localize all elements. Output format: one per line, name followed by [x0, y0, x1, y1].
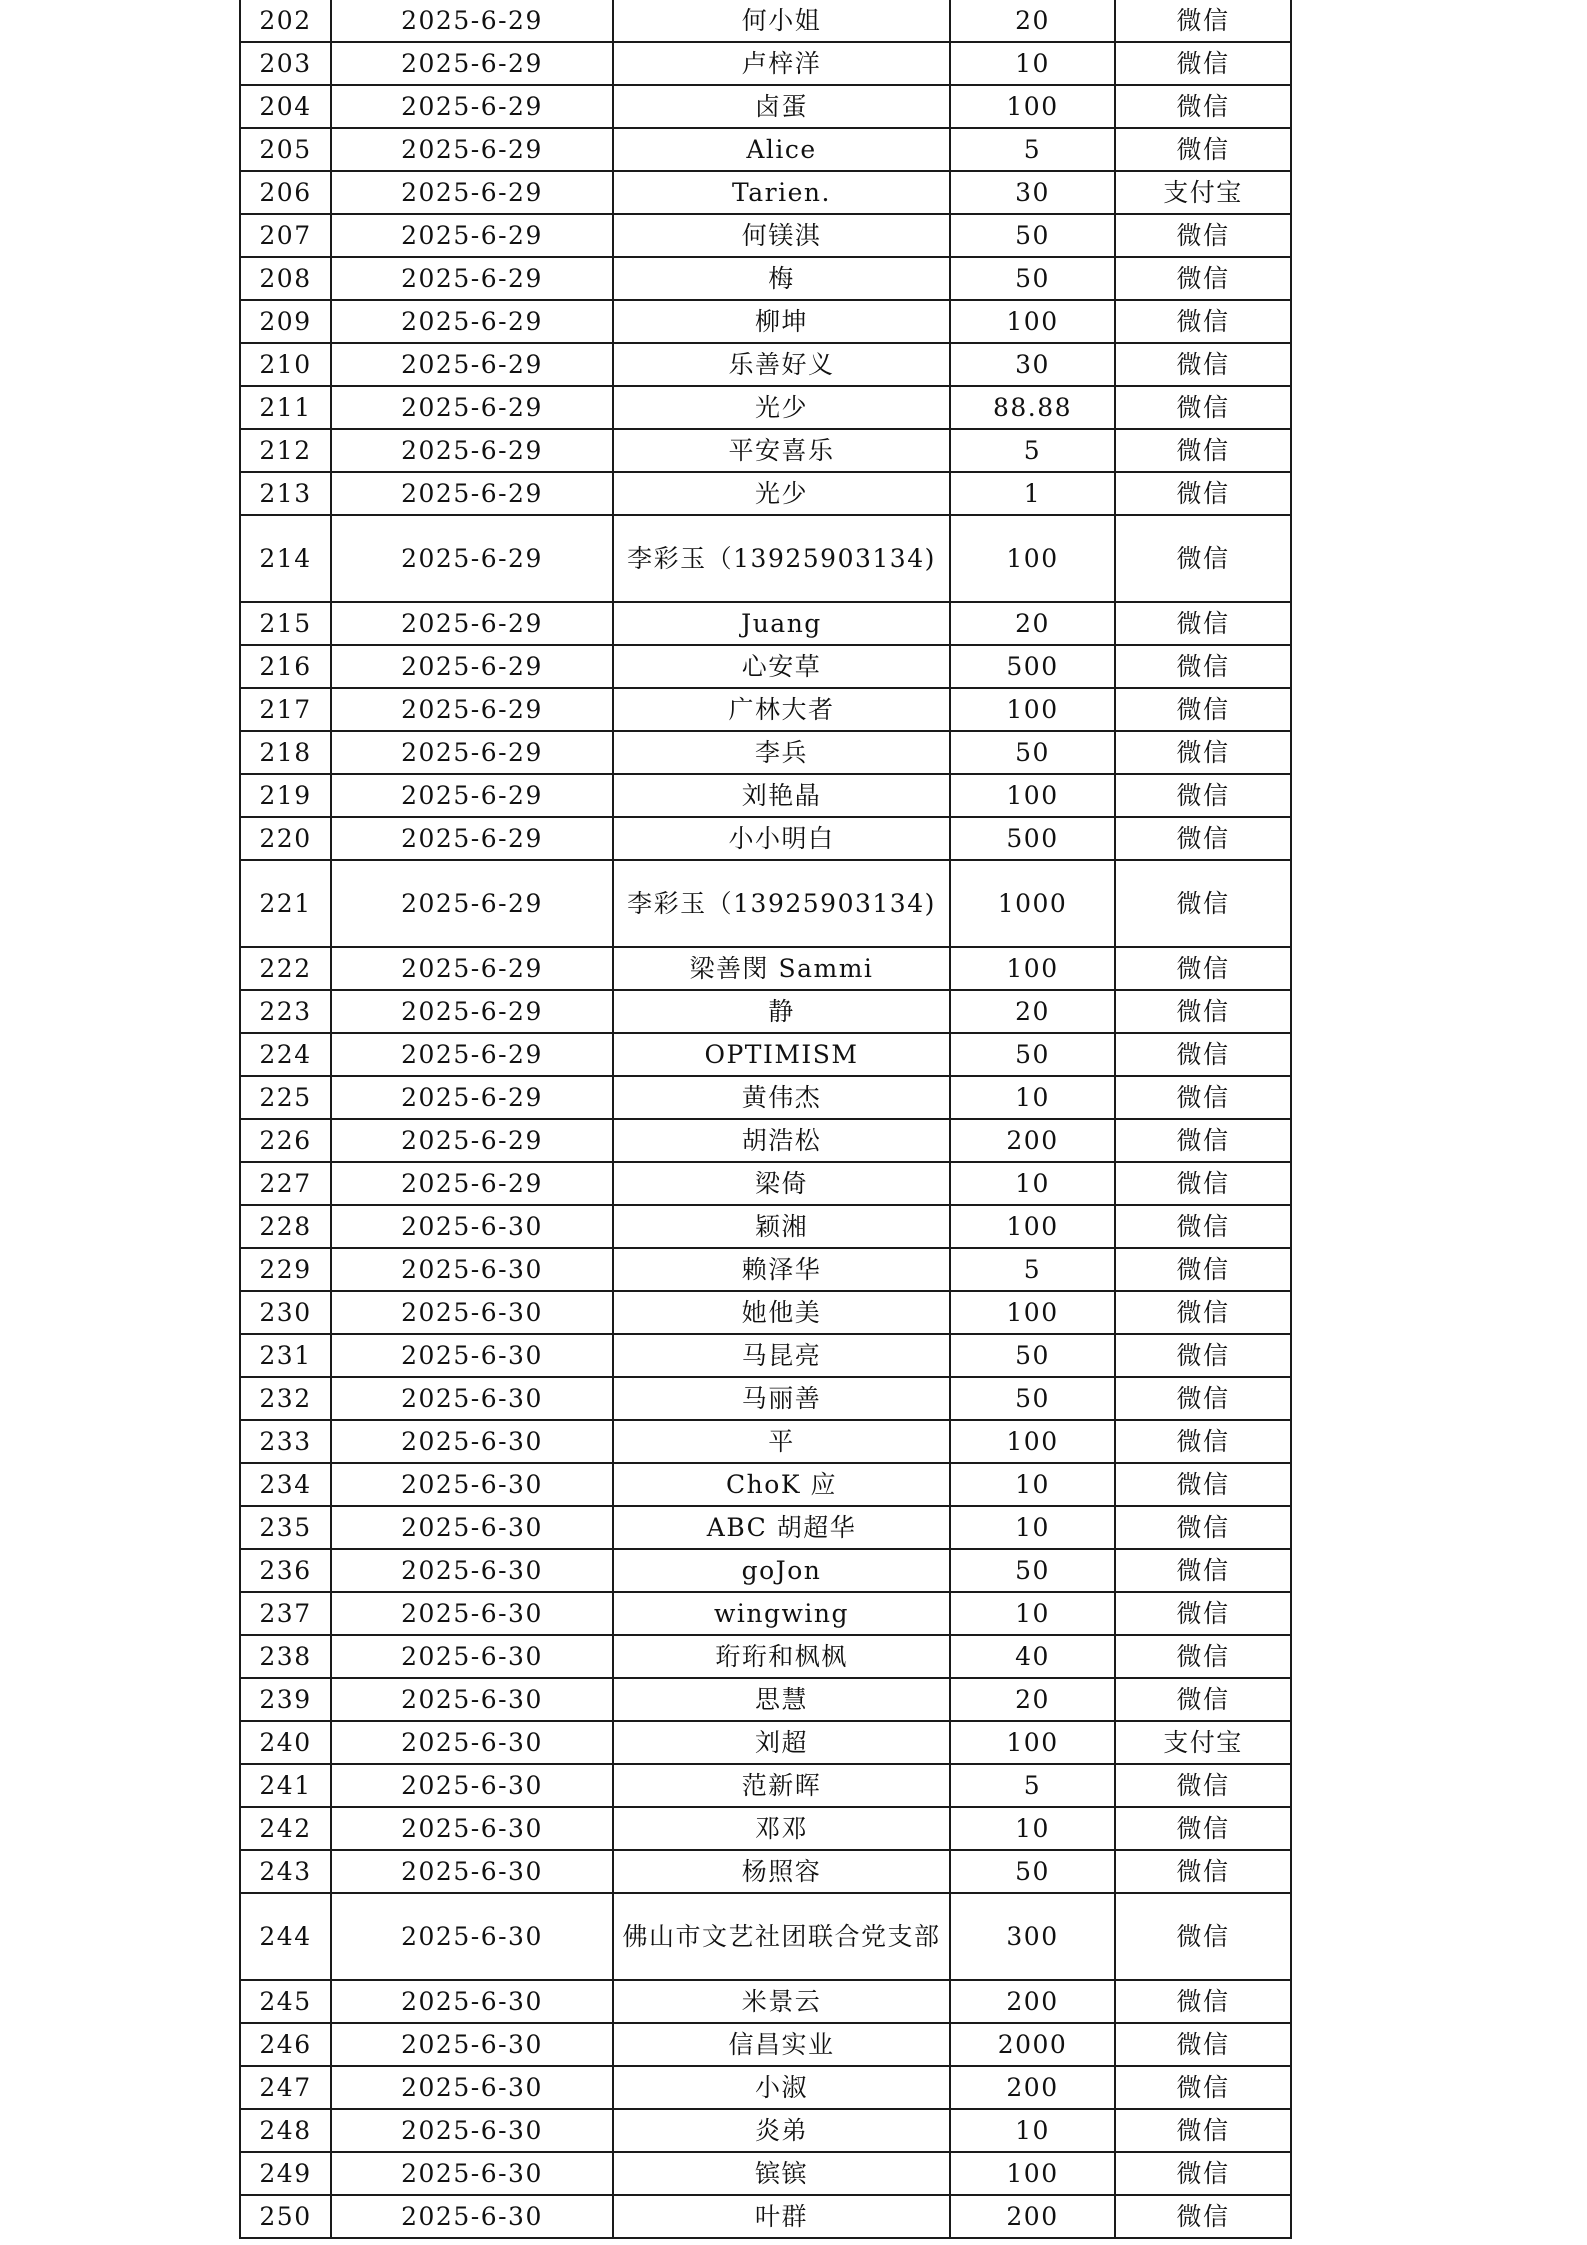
date-cell: 2025-6-29	[331, 128, 613, 171]
serial-number-cell: 244	[240, 1893, 331, 1980]
date-cell: 2025-6-30	[331, 1850, 613, 1893]
amount-cell: 10	[950, 1162, 1115, 1205]
payment-method-cell: 微信	[1115, 42, 1291, 85]
table-row	[240, 1678, 1291, 1721]
amount-cell: 50	[950, 1377, 1115, 1420]
payment-method-cell: 微信	[1115, 990, 1291, 1033]
donor-name-cell: 胡浩松	[613, 1119, 950, 1162]
serial-number-cell: 213	[240, 472, 331, 515]
serial-number-cell: 222	[240, 947, 331, 990]
donor-name-cell: 李兵	[613, 731, 950, 774]
amount-cell: 20	[950, 990, 1115, 1033]
date-cell: 2025-6-30	[331, 1893, 613, 1980]
donor-name-cell: 叶群	[613, 2195, 950, 2238]
date-cell: 2025-6-30	[331, 1205, 613, 1248]
date-cell: 2025-6-29	[331, 214, 613, 257]
table-row	[240, 947, 1291, 990]
payment-method-cell: 微信	[1115, 1291, 1291, 1334]
table-row	[240, 1119, 1291, 1162]
date-cell: 2025-6-29	[331, 42, 613, 85]
serial-number-cell: 227	[240, 1162, 331, 1205]
serial-number-cell: 204	[240, 85, 331, 128]
payment-method-cell: 微信	[1115, 0, 1291, 42]
payment-method-cell: 微信	[1115, 2066, 1291, 2109]
date-cell: 2025-6-29	[331, 257, 613, 300]
table-row	[240, 300, 1291, 343]
donor-name-cell: ABC 胡超华	[613, 1506, 950, 1549]
donor-name-cell: 心安草	[613, 645, 950, 688]
donor-name-cell: 思慧	[613, 1678, 950, 1721]
table-body	[240, 0, 1291, 2238]
serial-number-cell: 230	[240, 1291, 331, 1334]
date-cell: 2025-6-30	[331, 2023, 613, 2066]
donor-name-cell: 小淑	[613, 2066, 950, 2109]
donor-name-cell: 马昆亮	[613, 1334, 950, 1377]
amount-cell: 5	[950, 429, 1115, 472]
donor-name-cell: 静	[613, 990, 950, 1033]
date-cell: 2025-6-30	[331, 1980, 613, 2023]
table-row	[240, 1980, 1291, 2023]
amount-cell: 30	[950, 171, 1115, 214]
date-cell: 2025-6-30	[331, 1764, 613, 1807]
donor-name-cell: wingwing	[613, 1592, 950, 1635]
amount-cell: 10	[950, 1076, 1115, 1119]
table-row	[240, 2195, 1291, 2238]
donor-name-cell: 何镁淇	[613, 214, 950, 257]
table-row	[240, 214, 1291, 257]
payment-method-cell: 微信	[1115, 1205, 1291, 1248]
donor-name-cell: 邓邓	[613, 1807, 950, 1850]
date-cell: 2025-6-30	[331, 1463, 613, 1506]
amount-cell: 200	[950, 2195, 1115, 2238]
date-cell: 2025-6-29	[331, 1033, 613, 1076]
donor-name-cell: 广林大者	[613, 688, 950, 731]
payment-method-cell: 微信	[1115, 85, 1291, 128]
donor-name-cell: 珩珩和枫枫	[613, 1635, 950, 1678]
table-row	[240, 85, 1291, 128]
serial-number-cell: 232	[240, 1377, 331, 1420]
serial-number-cell: 243	[240, 1850, 331, 1893]
date-cell: 2025-6-29	[331, 688, 613, 731]
serial-number-cell: 216	[240, 645, 331, 688]
payment-method-cell: 微信	[1115, 1420, 1291, 1463]
amount-cell: 100	[950, 300, 1115, 343]
serial-number-cell: 219	[240, 774, 331, 817]
amount-cell: 50	[950, 1334, 1115, 1377]
date-cell: 2025-6-30	[331, 2195, 613, 2238]
date-cell: 2025-6-29	[331, 343, 613, 386]
table-row	[240, 2109, 1291, 2152]
serial-number-cell: 234	[240, 1463, 331, 1506]
donor-name-cell: 柳坤	[613, 300, 950, 343]
donor-name-cell: 乐善好义	[613, 343, 950, 386]
amount-cell: 100	[950, 515, 1115, 602]
amount-cell: 500	[950, 645, 1115, 688]
date-cell: 2025-6-30	[331, 1291, 613, 1334]
amount-cell: 50	[950, 731, 1115, 774]
serial-number-cell: 214	[240, 515, 331, 602]
donor-name-cell: 佛山市文艺社团联合党支部	[613, 1893, 950, 1980]
table-row	[240, 2152, 1291, 2195]
table-row	[240, 1850, 1291, 1893]
donor-name-cell: 信昌实业	[613, 2023, 950, 2066]
table-row	[240, 128, 1291, 171]
payment-method-cell: 微信	[1115, 1076, 1291, 1119]
payment-method-cell: 微信	[1115, 300, 1291, 343]
table-row	[240, 1420, 1291, 1463]
date-cell: 2025-6-29	[331, 472, 613, 515]
payment-method-cell: 微信	[1115, 1248, 1291, 1291]
serial-number-cell: 220	[240, 817, 331, 860]
donor-name-cell: 炎弟	[613, 2109, 950, 2152]
donor-name-cell: 梁倚	[613, 1162, 950, 1205]
amount-cell: 10	[950, 2109, 1115, 2152]
serial-number-cell: 240	[240, 1721, 331, 1764]
payment-method-cell: 微信	[1115, 1807, 1291, 1850]
serial-number-cell: 217	[240, 688, 331, 731]
payment-method-cell: 微信	[1115, 1162, 1291, 1205]
payment-method-cell: 微信	[1115, 257, 1291, 300]
donor-name-cell: 她他美	[613, 1291, 950, 1334]
donor-name-cell: 平	[613, 1420, 950, 1463]
payment-method-cell: 微信	[1115, 343, 1291, 386]
table-row	[240, 1033, 1291, 1076]
table-row	[240, 774, 1291, 817]
table-row	[240, 645, 1291, 688]
amount-cell: 50	[950, 257, 1115, 300]
serial-number-cell: 221	[240, 860, 331, 947]
payment-method-cell: 微信	[1115, 2152, 1291, 2195]
date-cell: 2025-6-30	[331, 2152, 613, 2195]
date-cell: 2025-6-30	[331, 1506, 613, 1549]
table-row	[240, 429, 1291, 472]
date-cell: 2025-6-29	[331, 990, 613, 1033]
amount-cell: 100	[950, 947, 1115, 990]
amount-cell: 200	[950, 1980, 1115, 2023]
amount-cell: 100	[950, 688, 1115, 731]
amount-cell: 500	[950, 817, 1115, 860]
payment-method-cell: 微信	[1115, 1334, 1291, 1377]
amount-cell: 100	[950, 1420, 1115, 1463]
amount-cell: 40	[950, 1635, 1115, 1678]
table-row	[240, 515, 1291, 602]
amount-cell: 20	[950, 1678, 1115, 1721]
donor-name-cell: 赖泽华	[613, 1248, 950, 1291]
serial-number-cell: 229	[240, 1248, 331, 1291]
serial-number-cell: 233	[240, 1420, 331, 1463]
donor-name-cell: 李彩玉（13925903134)	[613, 515, 950, 602]
donor-name-cell: 刘艳晶	[613, 774, 950, 817]
table-row	[240, 1764, 1291, 1807]
serial-number-cell: 242	[240, 1807, 331, 1850]
serial-number-cell: 212	[240, 429, 331, 472]
table-row	[240, 1162, 1291, 1205]
table-row	[240, 1506, 1291, 1549]
payment-method-cell: 微信	[1115, 1033, 1291, 1076]
payment-method-cell: 微信	[1115, 688, 1291, 731]
serial-number-cell: 247	[240, 2066, 331, 2109]
payment-method-cell: 微信	[1115, 947, 1291, 990]
table-row	[240, 1635, 1291, 1678]
donor-name-cell: 光少	[613, 386, 950, 429]
payment-method-cell: 微信	[1115, 731, 1291, 774]
payment-method-cell: 微信	[1115, 1463, 1291, 1506]
date-cell: 2025-6-29	[331, 1076, 613, 1119]
date-cell: 2025-6-30	[331, 1377, 613, 1420]
serial-number-cell: 209	[240, 300, 331, 343]
donor-name-cell: 卤蛋	[613, 85, 950, 128]
amount-cell: 5	[950, 1764, 1115, 1807]
payment-method-cell: 微信	[1115, 472, 1291, 515]
table-row	[240, 1377, 1291, 1420]
payment-method-cell: 微信	[1115, 2109, 1291, 2152]
amount-cell: 20	[950, 602, 1115, 645]
amount-cell: 30	[950, 343, 1115, 386]
amount-cell: 50	[950, 1549, 1115, 1592]
date-cell: 2025-6-29	[331, 300, 613, 343]
table-row	[240, 1248, 1291, 1291]
table-row	[240, 1549, 1291, 1592]
amount-cell: 200	[950, 2066, 1115, 2109]
amount-cell: 300	[950, 1893, 1115, 1980]
serial-number-cell: 205	[240, 128, 331, 171]
table-row	[240, 171, 1291, 214]
table-row	[240, 1334, 1291, 1377]
date-cell: 2025-6-30	[331, 1678, 613, 1721]
donor-name-cell: 刘超	[613, 1721, 950, 1764]
amount-cell: 1	[950, 472, 1115, 515]
donor-name-cell: ChoK 应	[613, 1463, 950, 1506]
table-row	[240, 731, 1291, 774]
payment-method-cell: 微信	[1115, 1635, 1291, 1678]
payment-method-cell: 微信	[1115, 1764, 1291, 1807]
donor-name-cell: 镔镔	[613, 2152, 950, 2195]
donor-name-cell: 米景云	[613, 1980, 950, 2023]
serial-number-cell: 237	[240, 1592, 331, 1635]
table-row	[240, 343, 1291, 386]
date-cell: 2025-6-29	[331, 774, 613, 817]
date-cell: 2025-6-29	[331, 515, 613, 602]
serial-number-cell: 235	[240, 1506, 331, 1549]
serial-number-cell: 236	[240, 1549, 331, 1592]
serial-number-cell: 248	[240, 2109, 331, 2152]
donor-name-cell: 颖湘	[613, 1205, 950, 1248]
amount-cell: 100	[950, 85, 1115, 128]
payment-method-cell: 微信	[1115, 1592, 1291, 1635]
date-cell: 2025-6-30	[331, 2066, 613, 2109]
table-row	[240, 2023, 1291, 2066]
amount-cell: 88.88	[950, 386, 1115, 429]
payment-method-cell: 微信	[1115, 128, 1291, 171]
table-row	[240, 1463, 1291, 1506]
payment-method-cell: 微信	[1115, 1119, 1291, 1162]
payment-method-cell: 微信	[1115, 817, 1291, 860]
serial-number-cell: 206	[240, 171, 331, 214]
payment-method-cell: 微信	[1115, 1506, 1291, 1549]
serial-number-cell: 250	[240, 2195, 331, 2238]
donor-name-cell: 梁善閔 Sammi	[613, 947, 950, 990]
date-cell: 2025-6-29	[331, 817, 613, 860]
donor-name-cell: 小小明白	[613, 817, 950, 860]
donor-name-cell: Tarien.	[613, 171, 950, 214]
amount-cell: 10	[950, 42, 1115, 85]
donor-name-cell: 马丽善	[613, 1377, 950, 1420]
serial-number-cell: 228	[240, 1205, 331, 1248]
payment-method-cell: 微信	[1115, 1980, 1291, 2023]
amount-cell: 20	[950, 0, 1115, 42]
table-row	[240, 1721, 1291, 1764]
table-row	[240, 42, 1291, 85]
serial-number-cell: 207	[240, 214, 331, 257]
amount-cell: 10	[950, 1506, 1115, 1549]
payment-method-cell: 微信	[1115, 1850, 1291, 1893]
amount-cell: 50	[950, 1850, 1115, 1893]
table-row	[240, 1807, 1291, 1850]
table-row	[240, 860, 1291, 947]
date-cell: 2025-6-29	[331, 860, 613, 947]
donor-name-cell: 杨照容	[613, 1850, 950, 1893]
date-cell: 2025-6-29	[331, 171, 613, 214]
date-cell: 2025-6-30	[331, 1334, 613, 1377]
date-cell: 2025-6-30	[331, 1549, 613, 1592]
date-cell: 2025-6-29	[331, 0, 613, 42]
payment-method-cell: 支付宝	[1115, 171, 1291, 214]
table-row	[240, 472, 1291, 515]
donor-name-cell: 平安喜乐	[613, 429, 950, 472]
donor-name-cell: goJon	[613, 1549, 950, 1592]
amount-cell: 5	[950, 128, 1115, 171]
date-cell: 2025-6-30	[331, 1807, 613, 1850]
date-cell: 2025-6-29	[331, 85, 613, 128]
amount-cell: 200	[950, 1119, 1115, 1162]
table-row	[240, 1205, 1291, 1248]
amount-cell: 10	[950, 1463, 1115, 1506]
amount-cell: 10	[950, 1592, 1115, 1635]
amount-cell: 100	[950, 774, 1115, 817]
date-cell: 2025-6-29	[331, 386, 613, 429]
serial-number-cell: 238	[240, 1635, 331, 1678]
payment-method-cell: 微信	[1115, 429, 1291, 472]
payment-method-cell: 微信	[1115, 386, 1291, 429]
table-row	[240, 1291, 1291, 1334]
table-row	[240, 0, 1291, 42]
donor-name-cell: 光少	[613, 472, 950, 515]
date-cell: 2025-6-30	[331, 2109, 613, 2152]
table-row	[240, 1076, 1291, 1119]
table-row	[240, 688, 1291, 731]
date-cell: 2025-6-30	[331, 1721, 613, 1764]
donor-name-cell: 李彩玉（13925903134)	[613, 860, 950, 947]
serial-number-cell: 218	[240, 731, 331, 774]
payment-method-cell: 微信	[1115, 1549, 1291, 1592]
payment-method-cell: 微信	[1115, 645, 1291, 688]
date-cell: 2025-6-29	[331, 645, 613, 688]
payment-method-cell: 支付宝	[1115, 1721, 1291, 1764]
amount-cell: 50	[950, 214, 1115, 257]
amount-cell: 100	[950, 1721, 1115, 1764]
serial-number-cell: 246	[240, 2023, 331, 2066]
donor-name-cell: Alice	[613, 128, 950, 171]
table-row	[240, 990, 1291, 1033]
table-row	[240, 257, 1291, 300]
date-cell: 2025-6-30	[331, 1635, 613, 1678]
serial-number-cell: 249	[240, 2152, 331, 2195]
table-row	[240, 2066, 1291, 2109]
donation-table	[239, 0, 1292, 2239]
payment-method-cell: 微信	[1115, 2195, 1291, 2238]
date-cell: 2025-6-29	[331, 602, 613, 645]
serial-number-cell: 223	[240, 990, 331, 1033]
payment-method-cell: 微信	[1115, 214, 1291, 257]
amount-cell: 10	[950, 1807, 1115, 1850]
serial-number-cell: 210	[240, 343, 331, 386]
serial-number-cell: 245	[240, 1980, 331, 2023]
payment-method-cell: 微信	[1115, 2023, 1291, 2066]
payment-method-cell: 微信	[1115, 602, 1291, 645]
table-row	[240, 1893, 1291, 1980]
date-cell: 2025-6-29	[331, 429, 613, 472]
donor-name-cell: 黄伟杰	[613, 1076, 950, 1119]
serial-number-cell: 208	[240, 257, 331, 300]
date-cell: 2025-6-29	[331, 1119, 613, 1162]
donor-name-cell: 范新晖	[613, 1764, 950, 1807]
date-cell: 2025-6-30	[331, 1248, 613, 1291]
amount-cell: 50	[950, 1033, 1115, 1076]
serial-number-cell: 231	[240, 1334, 331, 1377]
serial-number-cell: 225	[240, 1076, 331, 1119]
payment-method-cell: 微信	[1115, 1678, 1291, 1721]
serial-number-cell: 215	[240, 602, 331, 645]
donor-name-cell: 卢梓洋	[613, 42, 950, 85]
payment-method-cell: 微信	[1115, 860, 1291, 947]
amount-cell: 100	[950, 2152, 1115, 2195]
date-cell: 2025-6-29	[331, 731, 613, 774]
serial-number-cell: 202	[240, 0, 331, 42]
donor-name-cell: Juang	[613, 602, 950, 645]
serial-number-cell: 203	[240, 42, 331, 85]
payment-method-cell: 微信	[1115, 774, 1291, 817]
amount-cell: 100	[950, 1291, 1115, 1334]
serial-number-cell: 211	[240, 386, 331, 429]
serial-number-cell: 224	[240, 1033, 331, 1076]
donor-name-cell: 何小姐	[613, 0, 950, 42]
serial-number-cell: 226	[240, 1119, 331, 1162]
date-cell: 2025-6-29	[331, 947, 613, 990]
table-row	[240, 817, 1291, 860]
donor-name-cell: 梅	[613, 257, 950, 300]
amount-cell: 2000	[950, 2023, 1115, 2066]
serial-number-cell: 241	[240, 1764, 331, 1807]
amount-cell: 1000	[950, 860, 1115, 947]
date-cell: 2025-6-30	[331, 1592, 613, 1635]
date-cell: 2025-6-30	[331, 1420, 613, 1463]
payment-method-cell: 微信	[1115, 1893, 1291, 1980]
amount-cell: 5	[950, 1248, 1115, 1291]
serial-number-cell: 239	[240, 1678, 331, 1721]
donor-name-cell: OPTIMISM	[613, 1033, 950, 1076]
date-cell: 2025-6-29	[331, 1162, 613, 1205]
table-row	[240, 1592, 1291, 1635]
payment-method-cell: 微信	[1115, 1377, 1291, 1420]
amount-cell: 100	[950, 1205, 1115, 1248]
payment-method-cell: 微信	[1115, 515, 1291, 602]
table-row	[240, 386, 1291, 429]
table-row	[240, 602, 1291, 645]
